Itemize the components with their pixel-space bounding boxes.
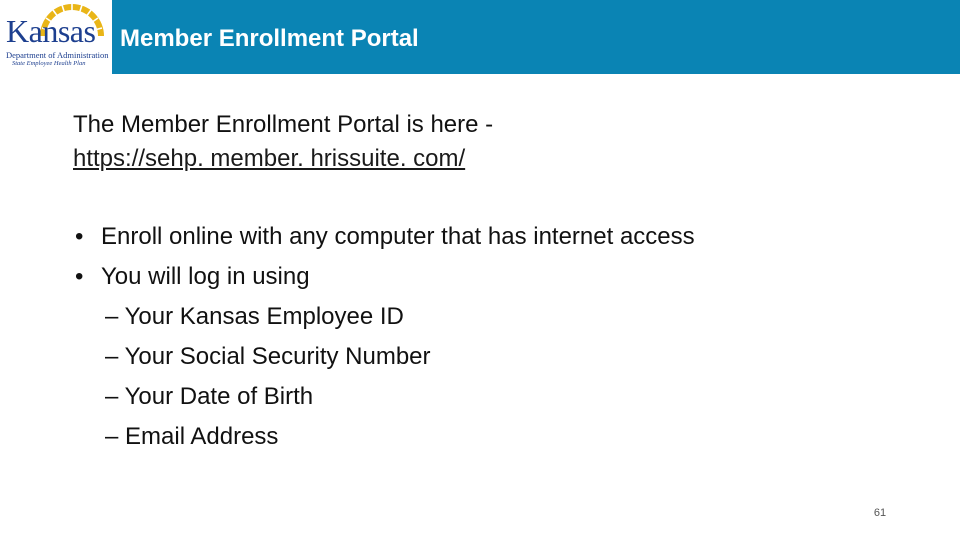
bullet-item — [73, 259, 933, 299]
logo-wordmark: Kansas — [6, 13, 96, 49]
bullet-text: Enroll online with any computer that has internet access — [101, 223, 695, 250]
bullet-icon: • — [75, 263, 84, 290]
sub-bullet-item — [73, 299, 933, 339]
sub-bullet-item — [73, 379, 933, 419]
dash-icon: – — [105, 303, 119, 330]
portal-link[interactable]: https://sehp. member. hrissuite. com/ — [73, 145, 466, 172]
sub-bullet-text: Email Address — [125, 423, 279, 450]
page-title: Member Enrollment Portal — [120, 25, 419, 52]
bullet-item — [73, 219, 933, 259]
dash-icon: – — [105, 343, 119, 370]
intro-text: The Member Enrollment Portal is here - — [73, 111, 494, 138]
sub-bullet-item — [73, 419, 933, 459]
sub-bullet-item — [73, 339, 933, 379]
intro-paragraph — [73, 108, 893, 176]
header-bar — [0, 0, 960, 74]
bullet-icon: • — [75, 223, 84, 250]
bullet-list — [73, 219, 933, 459]
sub-bullet-text: Your Date of Birth — [124, 383, 314, 410]
page-number: 61 — [873, 507, 887, 519]
logo-plan: State Employee Health Plan — [12, 60, 86, 67]
kansas-logo — [0, 0, 112, 74]
sub-bullet-text: Your Kansas Employee ID — [124, 303, 404, 330]
dash-icon: – — [105, 423, 119, 450]
dash-icon: – — [105, 383, 119, 410]
sub-bullet-text: Your Social Security Number — [124, 343, 431, 370]
bullet-text: You will log in using — [101, 263, 310, 290]
logo-department: Department of Administration — [6, 50, 109, 60]
